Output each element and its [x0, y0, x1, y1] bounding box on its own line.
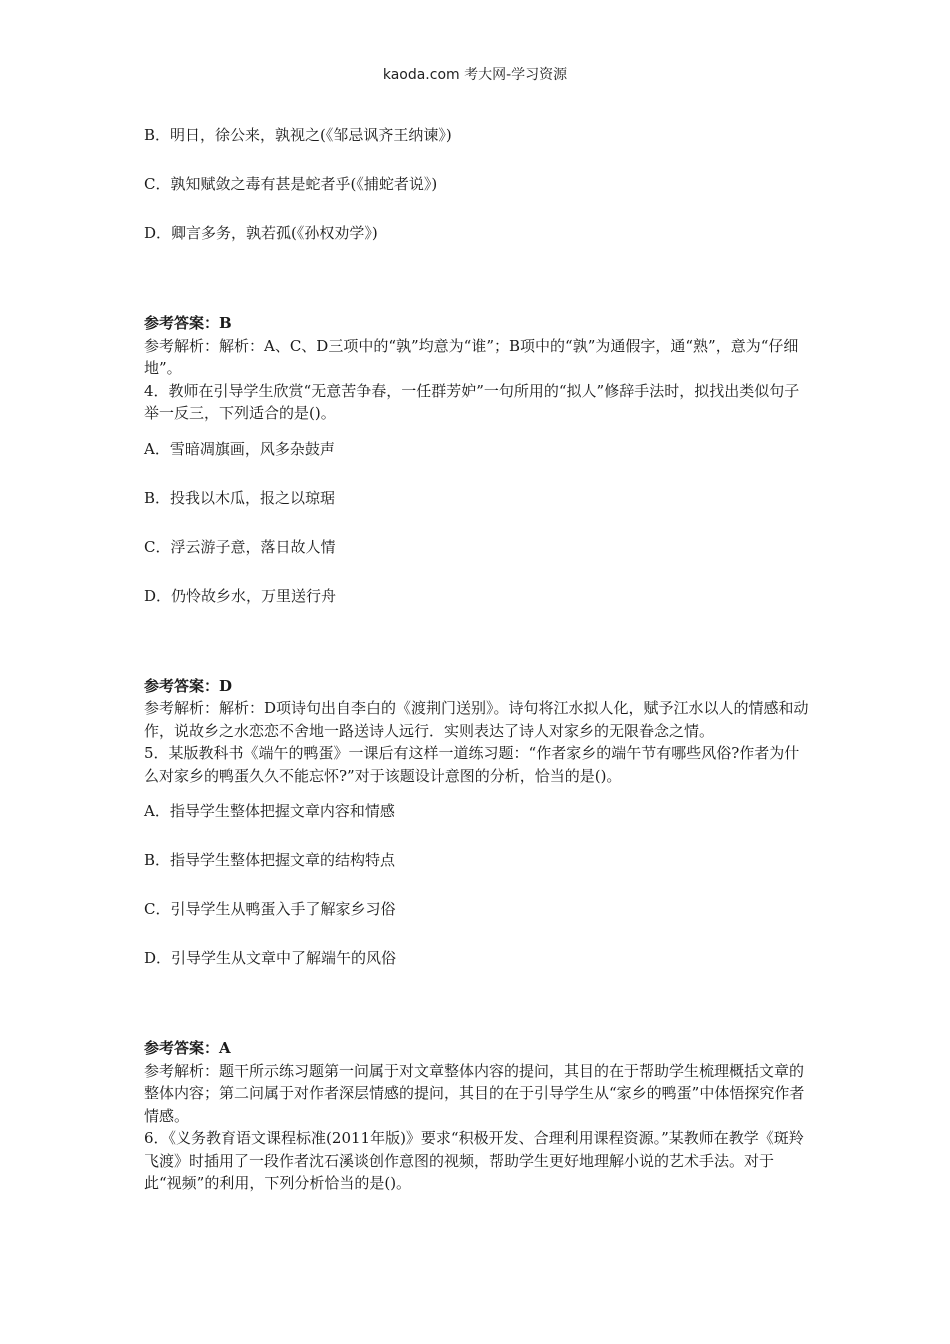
question-3-answer: 参考答案：B	[144, 314, 232, 332]
option-a: A．雪暗凋旗画，风多杂鼓声	[144, 439, 335, 458]
question-4-options	[144, 438, 810, 607]
option-c: C．引导学生从鸭蛋入手了解家乡习俗	[144, 900, 396, 918]
option-c: C．孰知赋敛之毒有甚是蛇者乎(《捕蛇者说》)	[144, 175, 438, 193]
option-d: D．引导学生从文章中了解端午的风俗	[144, 949, 397, 967]
question-5-analysis: 参考解析：题干所示练习题第一问属于对文章整体内容的提问，其目的在于帮助学生梳理概括文章的整体内容；第二问属于对作者深层情感的提问，其目的在于引导学生从“家乡的鸭蛋”中体悟探究作者情感。	[144, 1061, 805, 1125]
question-3-analysis: 参考解析：解析：A、C、D三项中的“孰”均意为“谁”；B项中的“孰”为通假字，通“熟”，意为“仔细地”。	[144, 336, 799, 377]
question-5-answer: 参考答案：A	[144, 1039, 231, 1057]
option-b: B．明日，徐公来，孰视之(《邹忌讽齐王纳谏》)	[144, 126, 452, 144]
option-b: B．投我以木瓜，报之以琼琚	[144, 488, 336, 507]
question-4-analysis: 参考解析：解析：D项诗句出自李白的《渡荆门送别》。诗句将江水拟人化，赋予江水以人的情感和动作，说故乡之水恋恋不舍地一路送诗人远行．实则表达了诗人对家乡的无限眷念之情。	[144, 699, 809, 740]
option-c: C．浮云游子意，落日故人情	[144, 537, 336, 556]
option-d: D．卿言多务，孰若孤(《孙权劝学》)	[144, 224, 378, 242]
option-d: D．仍怜故乡水，万里送行舟	[144, 586, 337, 605]
question-3-options	[144, 124, 810, 244]
question-4-answer: 参考答案：D	[144, 676, 233, 695]
option-b: B．指导学生整体把握文章的结构特点	[144, 851, 396, 869]
option-a: A．指导学生整体把握文章内容和情感	[144, 802, 395, 820]
question-5-stem: 5．某版教科书《端午的鸭蛋》一课后有这样一道练习题：“作者家乡的端午节有哪些风俗?作者为什么对家乡的鸭蛋久久不能忘怀?”对于该题设计意图的分析，恰当的是()。	[144, 744, 800, 785]
question-5-options	[144, 800, 810, 969]
question-6-stem: 6．《义务教育语文课程标准(2011年版)》要求“积极开发、合理利用课程资源。”某教师在教学《斑羚飞渡》时插用了一段作者沈石溪谈创作意图的视频，帮助学生更好地理解小说的艺术手法。对于此“视频”的利用，下列分析恰当的是()。	[144, 1129, 804, 1192]
question-4-stem: 4．教师在引导学生欣赏“无意苦争春，一任群芳妒”一句所用的“拟人”修辞手法时，拟找出类似句子举一反三，下列适合的是()。	[144, 381, 800, 422]
page-header: kaoda.com 考大网-学习资源	[382, 67, 568, 83]
document-body	[144, 124, 810, 1195]
